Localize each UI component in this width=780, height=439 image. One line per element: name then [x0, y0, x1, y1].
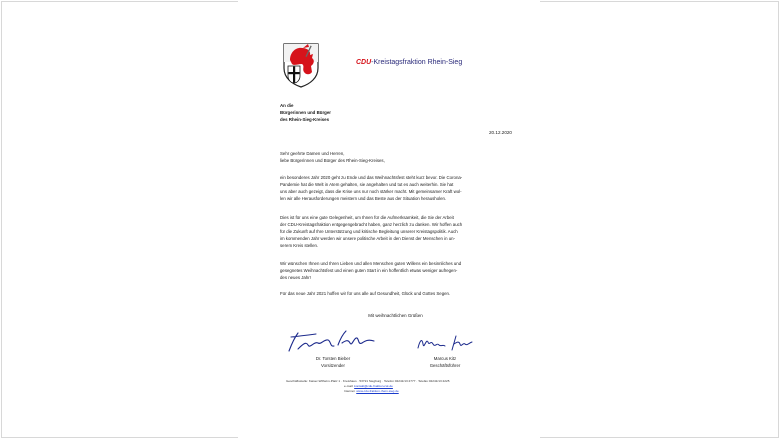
footer-address: Geschäftsstelle: Kaiser-Wilhelm-Platz 1 · Kreishaus · 53721 Siegburg · Telefon 02241/13 2777 · Telefax 02241/13 2225 [286, 379, 450, 383]
web-label: Internet: [344, 388, 356, 393]
footer [286, 379, 449, 393]
signer-name: Marcus Kitz [433, 356, 457, 361]
web-link[interactable]: www.cdu-fraktion-rhein-sieg.de [356, 388, 399, 393]
email-link[interactable]: kontakt@cdu-fraktion-rsk.de [354, 383, 393, 388]
signer-role: Vorsitzender [321, 362, 345, 368]
signer-1 [298, 356, 368, 369]
organization-title [356, 59, 462, 66]
paragraph-line: der CDU-Kreistagsfraktion entgegengebracht haben, ganz herzlich zu danken. Wir hoffen auch [280, 222, 463, 228]
paragraph-line: serem Kreis stellen. [280, 243, 319, 249]
paragraph-line: Wir wünschen Ihnen und Ihren Lieben und allen Menschen guten Willens ein besinnliches und [280, 261, 462, 266]
paragraph-3 [280, 260, 511, 281]
address-line: des Rhein-Sieg-Kreises [280, 117, 330, 123]
paragraph-line: im kommenden Jahr werden wir unsere politische Arbeit in den Dienst der Menschen in un- [280, 236, 456, 242]
salutation-line: liebe Bürgerinnen und Bürger des Rhein-Sieg-Kreises, [280, 158, 385, 164]
salutation [280, 150, 511, 164]
organization-name: -Kreistagsfraktion Rhein-Sieg [371, 59, 463, 66]
address-line: Bürgerinnen und Bürger [280, 110, 331, 116]
recipient-address [280, 102, 331, 124]
paragraph-line: gesegnetes Weihnachtsfest und einen guten Start in ein hoffentlich etwas weniger aufregen- [280, 268, 458, 274]
salutation-line: Sehr geehrte Damen und Herren, [280, 151, 345, 156]
signature-kitz-icon [416, 332, 476, 354]
organization-prefix: CDU [356, 59, 372, 66]
signer-2 [410, 356, 480, 369]
paragraph-line: Für das neue Jahr 2021 hoffen wir für uns alle auf Gesundheit, Glück und Gottes Segen. [280, 291, 451, 296]
signature-bieber-icon [286, 327, 378, 355]
address-line: An die [280, 103, 294, 108]
paragraph-line: ein besonderes Jahr 2020 geht zu Ende und das Weihnachtsfest steht kurz bevor. Die Corona- [280, 175, 463, 180]
paragraph-line: Dies ist für uns eine gute Gelegenheit, um Ihnen für die Aufmerksamkeit, die Sie der Arbeit [280, 215, 454, 220]
closing-greeting: Mit weihnachtlichen Grüßen [368, 313, 423, 318]
paragraph-2 [280, 214, 511, 249]
paragraph-1 [280, 174, 511, 202]
paragraph-line: des neues Jahr! [280, 275, 311, 281]
paragraph-4 [280, 290, 511, 297]
letter-date: 20.12.2020 [489, 130, 512, 135]
paragraph-line: uns aber auch gezeigt, dass die Krise uns nur noch stärker macht. Mit gemeinsamer Kraft wol- [280, 189, 462, 195]
signer-role: Geschäftsführer [429, 362, 461, 368]
paragraph-line: für die Zukunft auf Ihre Unterstützung und kritische Begleitung unserer Kreistagspolitik. Auch [280, 229, 458, 235]
footer-web-line [286, 389, 449, 394]
coat-of-arms-icon [282, 42, 320, 88]
paragraph-line: len wir alle Herausforderungen meistern und das Beste aus der Situation herausholen. [280, 196, 447, 202]
paragraph-line: Pandemie hat die Welt in Atem gehalten, sie angehalten und tut es auch weiterhin. Sie hat [280, 182, 454, 188]
signer-name: Dr. Torsten Bieber [315, 356, 351, 361]
email-label: e-mail: [344, 383, 354, 388]
